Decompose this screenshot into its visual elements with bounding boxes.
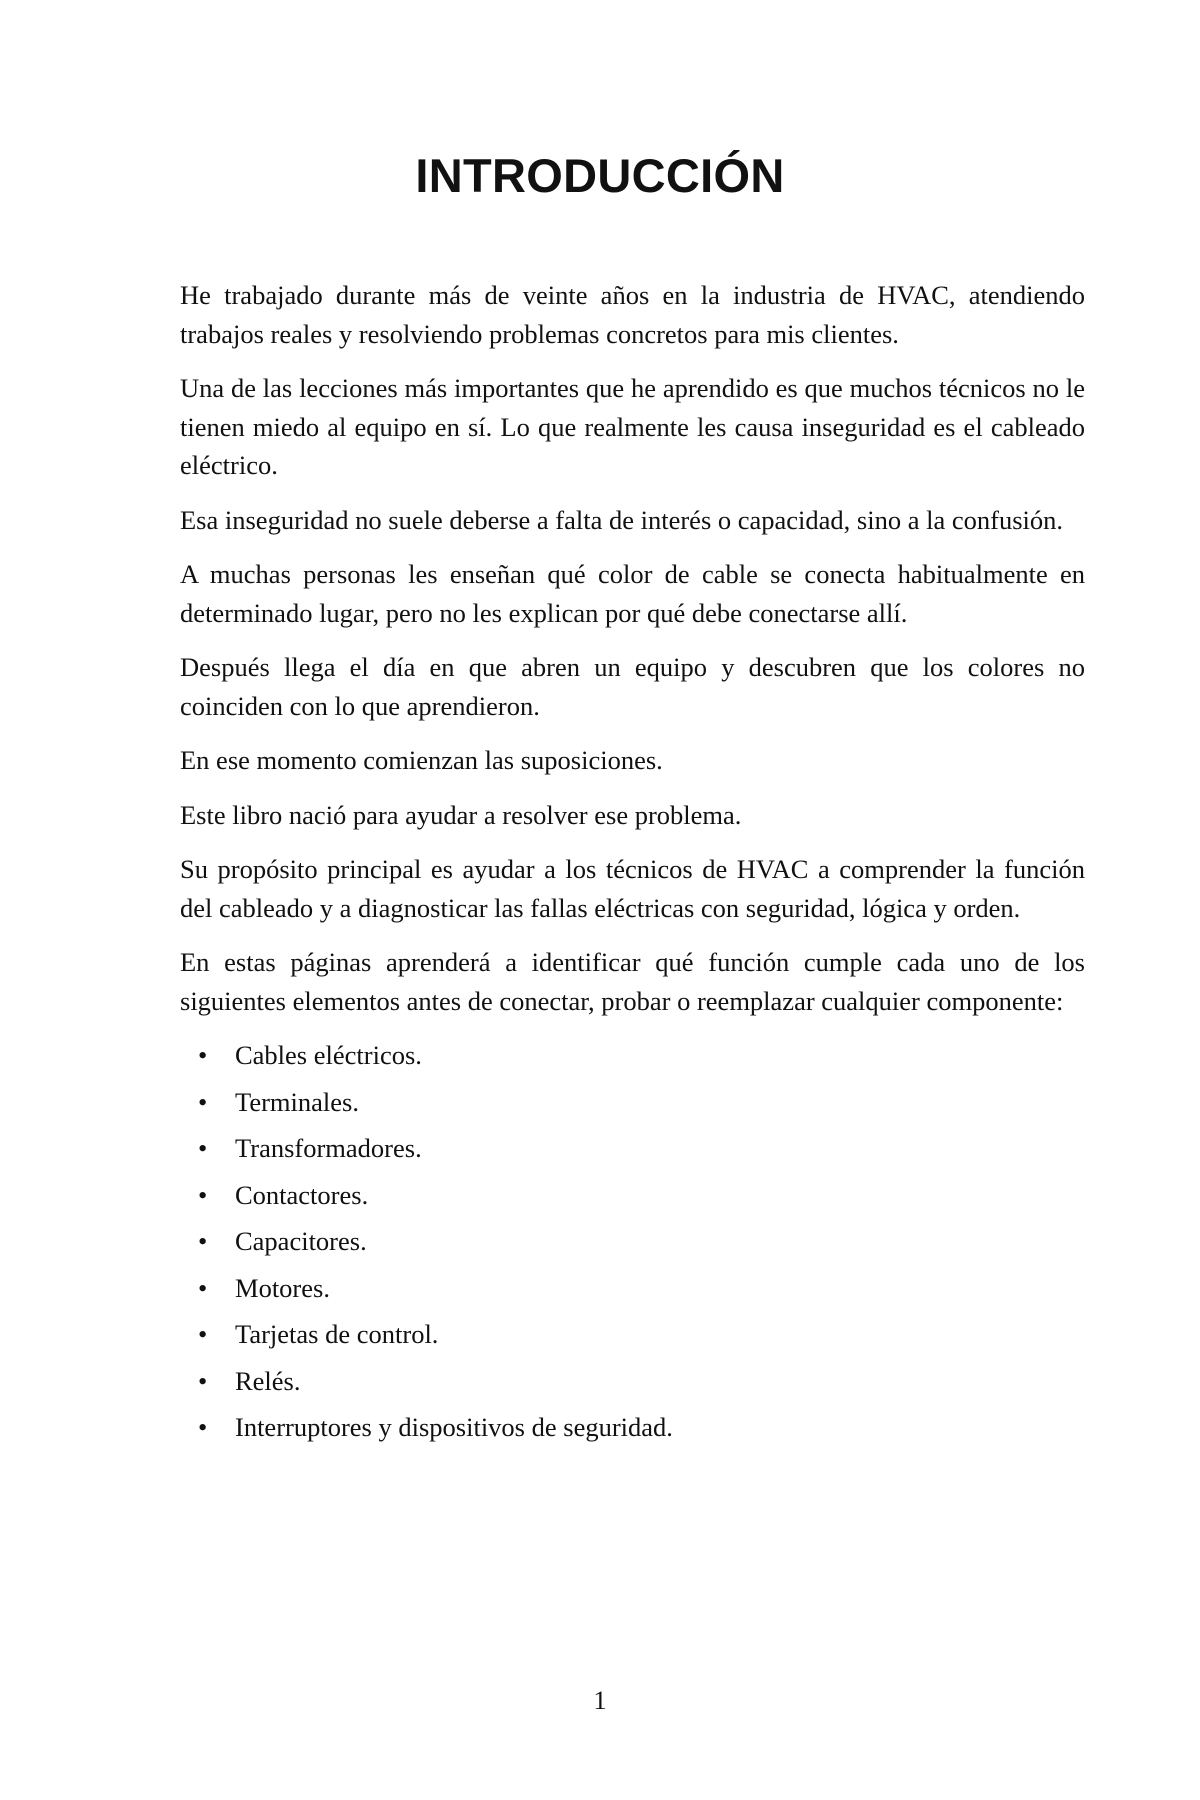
- bullet-icon: •: [198, 1412, 208, 1442]
- list-item-text: Cables eléctricos.: [235, 1040, 422, 1070]
- bullet-icon: •: [198, 1179, 208, 1210]
- paragraph: Una de las lecciones más importantes que he aprendido es que muchos técnicos no le tienen miedo al equipo en sí. Lo que realmente les causa inseguridad es el cableado eléctrico.: [180, 373, 1085, 480]
- list-item: [180, 1222, 1085, 1261]
- list-item: [180, 1408, 1085, 1447]
- list-item-text: Capacitores.: [235, 1226, 367, 1256]
- list-item-text: Relés.: [235, 1365, 301, 1396]
- bullet-icon: •: [198, 1040, 208, 1070]
- component-list: [180, 1036, 1085, 1447]
- bullet-icon: •: [198, 1086, 208, 1117]
- list-item: [180, 1176, 1085, 1215]
- list-item-text: Interruptores y dispositivos de seguridad.: [235, 1412, 673, 1442]
- page-title: INTRODUCCIÓN: [415, 149, 785, 202]
- bullet-icon: •: [198, 1365, 208, 1396]
- paragraph: Después llega el día en que abren un equipo y descubren que los colores no coinciden con lo que aprendieron.: [180, 652, 1085, 721]
- bullet-icon: •: [198, 1319, 208, 1349]
- list-item: [180, 1083, 1085, 1122]
- list-item-text: Motores.: [235, 1272, 330, 1303]
- list-item-text: Transformadores.: [235, 1133, 422, 1163]
- document-body: [180, 276, 1085, 1455]
- list-item: [180, 1315, 1085, 1354]
- bullet-icon: •: [198, 1226, 208, 1256]
- list-item-text: Tarjetas de control.: [235, 1319, 439, 1349]
- bullet-icon: •: [198, 1133, 208, 1163]
- paragraph: He trabajado durante más de veinte años en la industria de HVAC, atendiendo trabajos reales y resolviendo problemas concretos para mis clientes.: [180, 280, 1085, 349]
- paragraph: Esa inseguridad no suele deberse a falta de interés o capacidad, sino a la confusión.: [180, 504, 1064, 535]
- paragraph: En estas páginas aprenderá a identificar qué función cumple cada uno de los siguientes elementos antes de conectar, probar o reemplazar cualquier componente:: [180, 947, 1085, 1016]
- list-item: [180, 1036, 1085, 1075]
- list-item: [180, 1129, 1085, 1168]
- paragraph: En ese momento comienzan las suposiciones.: [180, 745, 663, 775]
- paragraph: Su propósito principal es ayudar a los técnicos de HVAC a comprender la función del cableado y a diagnosticar las fallas eléctricas con seguridad, lógica y orden.: [180, 854, 1085, 923]
- paragraph: A muchas personas les enseñan qué color de cable se conecta habitualmente en determinado lugar, pero no les explican por qué debe conectarse allí.: [180, 559, 1085, 628]
- list-item: [180, 1269, 1085, 1308]
- bullet-icon: •: [198, 1272, 208, 1303]
- page-number: 1: [593, 1685, 607, 1715]
- paragraph: Este libro nació para ayudar a resolver ese problema.: [180, 799, 742, 830]
- list-item: [180, 1362, 1085, 1401]
- list-item-text: Terminales.: [235, 1086, 359, 1117]
- list-item-text: Contactores.: [235, 1179, 369, 1210]
